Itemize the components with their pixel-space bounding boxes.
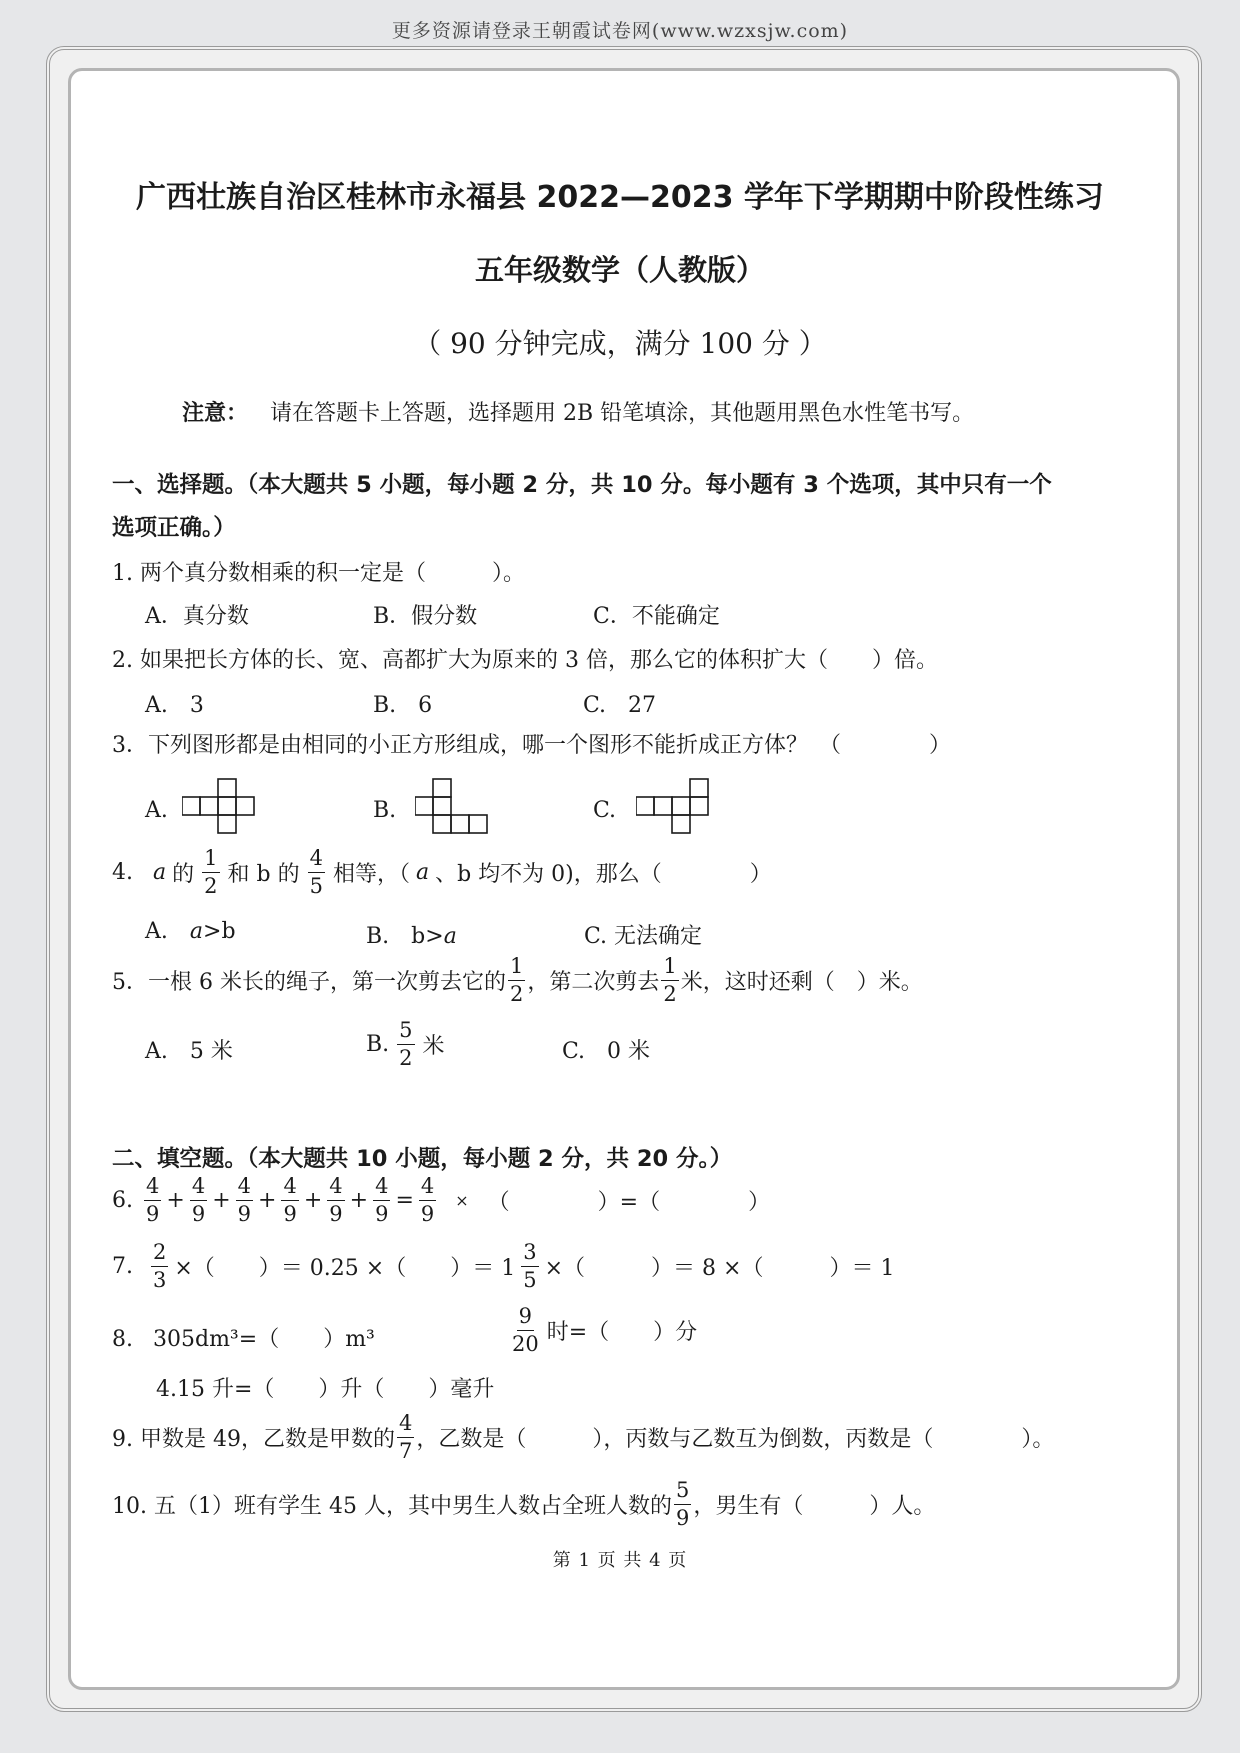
q5-option-b-fraction: $\frac{5}{2}$ [399, 1018, 413, 1070]
q8-fraction: $\frac{9}{20}$ [512, 1304, 539, 1356]
q4-var-a-2: a [415, 860, 430, 885]
q6-fraction: $\frac{4}{9}$ [329, 1174, 343, 1226]
q3-option-a: A. [145, 798, 168, 823]
question-7: 7. $\frac{2}{3}$ ×（ ）＝ 0.25 ×（ ）＝ 1 $\frac{3}{5}$ ×（ ）＝ 8 ×（ ）＝ 1 [112, 1240, 895, 1292]
notice-label: 注意： [182, 401, 249, 426]
q7-text-2: ×（ ）＝ 8 ×（ ）＝ 1 [544, 1256, 895, 1281]
q4-option-a: A. a>b [145, 919, 236, 944]
q1-option-b: B．假分数 [373, 604, 478, 629]
question-6: 6. $\frac{4}{9}$ + $\frac{4}{9}$ + $\frac{4}{9}$ + $\frac{4}{9}$ + $\frac{4}{9}$ + $\frac{4}{9}$ = $\frac{4}{9}$ × （ ）=（ ） [112, 1174, 771, 1226]
q5-text-2: ，第二次剪去 [527, 970, 660, 995]
q6-fraction: $\frac{4}{9}$ [420, 1174, 435, 1226]
q4-option-c: C. 无法确定 [584, 924, 703, 949]
q4-option-b: B. b>a [366, 924, 457, 949]
question-5 [112, 956, 923, 1005]
q6-blanks: （ ）=（ ） [487, 1190, 771, 1215]
q3-option-b: B. [373, 798, 397, 823]
question-1: 1. 两个真分数相乘的积一定是（ ）。 [112, 561, 525, 586]
q9-fraction: $\frac{4}{7}$ [398, 1411, 413, 1463]
question-8-line2: 4.15 升=（ ）升（ ）毫升 [156, 1377, 495, 1402]
q1-option-c: C．不能确定 [593, 604, 720, 629]
q4-text-4: 、b 均不为 0)，那么（ ） [435, 862, 772, 887]
q2-option-b: B. 6 [373, 693, 433, 718]
exam-time-score: （ 90 分钟完成，满分 100 分 ） [413, 327, 827, 360]
notice-text: 请在答题卡上答题，选择题用 2B 铅笔填涂，其他题用黑色水性笔书写。 [270, 401, 975, 426]
q2-option-a: A. 3 [145, 693, 204, 718]
q7-fraction: $\frac{2}{3}$ [153, 1240, 167, 1292]
q6-fraction: $\frac{4}{9}$ [375, 1174, 389, 1226]
q6-fraction: $\frac{4}{9}$ [191, 1174, 206, 1226]
q5-text-1: 5．一根 6 米长的绳子，第一次剪去它的 [112, 970, 506, 995]
cube-net-b-figure [415, 778, 495, 838]
q5-text-3: 米，这时还剩（ ）米。 [680, 970, 923, 995]
q6-fraction: $\frac{4}{9}$ [283, 1174, 297, 1226]
q1-option-a: A．真分数 [145, 604, 249, 629]
q4-fraction-1: $\frac{1}{2}$ [204, 846, 218, 898]
q2-option-c: C. 27 [583, 693, 657, 718]
q4-var-a: a [153, 860, 167, 885]
question-3: 3．下列图形都是由相同的小正方形组成，哪一个图形不能折成正方体？ （ ） [112, 733, 951, 758]
q7-mixed-fraction: $\frac{3}{5}$ [523, 1240, 537, 1292]
exam-notice [182, 396, 974, 427]
q5-option-a: A. 5 米 [145, 1039, 233, 1064]
section1-heading-cont: 选项正确。） [112, 515, 236, 541]
cube-net-a-figure [182, 778, 262, 838]
exam-subject: 五年级数学（人教版） [474, 253, 765, 287]
cube-net-c-figure [636, 778, 716, 838]
section1-heading: 一、选择题。（本大题共 5 小题，每小题 2 分，共 10 分。每小题有 3 个选项，其中只有一个 [112, 472, 1052, 498]
q4-text-3: 相等，（ [332, 862, 410, 887]
q7-text-1: ×（ ）＝ 0.25 ×（ ）＝ 1 [174, 1256, 516, 1281]
q6-fraction: $\frac{4}{9}$ [146, 1174, 160, 1226]
q5-option-b: B. $\frac{5}{2}$ 米 [366, 1018, 445, 1070]
q4-number: 4. [112, 860, 133, 885]
q5-fraction-1: $\frac{1}{2}$ [509, 954, 524, 1006]
page-footer: 第 1 页 共 4 页 [552, 1550, 688, 1571]
question-8-line1: 8. 305dm³=（ ）m³ [112, 1327, 375, 1352]
question-4 [112, 848, 772, 897]
question-9: 9. 甲数是 49，乙数是甲数的 $\frac{4}{7}$ ，乙数是（ ），丙数与乙数互为倒数，丙数是（ ）。 [112, 1411, 1055, 1463]
source-watermark: 更多资源请登录王朝霞试卷网(www.wzxsjw.com) [391, 20, 849, 42]
q3-option-c: C. [593, 798, 617, 823]
q10-fraction: $\frac{5}{9}$ [675, 1478, 690, 1530]
q4-text-2: 和 b 的 [227, 862, 300, 887]
q5-fraction-2: $\frac{1}{2}$ [663, 954, 677, 1006]
exam-title: 广西壮族自治区桂林市永福县 2022—2023 学年下学期期中阶段性练习 [136, 180, 1104, 215]
q5-option-c: C. 0 米 [562, 1039, 651, 1064]
q4-text-1: 的 [172, 862, 195, 887]
question-10: 10. 五（1）班有学生 45 人，其中男生人数占全班人数的 $\frac{5}{9}$ ，男生有（ ）人。 [112, 1478, 936, 1530]
section2-heading: 二、填空题。（本大题共 10 小题，每小题 2 分，共 20 分。） [112, 1146, 733, 1172]
question-2: 2. 如果把长方体的长、宽、高都扩大为原来的 3 倍，那么它的体积扩大（ ）倍。 [112, 648, 938, 673]
q6-fraction: $\frac{4}{9}$ [237, 1174, 251, 1226]
question-8-time: $\frac{9}{20}$ 时=（ ）分 [512, 1304, 698, 1356]
q4-fraction-2: $\frac{4}{5}$ [309, 846, 323, 898]
